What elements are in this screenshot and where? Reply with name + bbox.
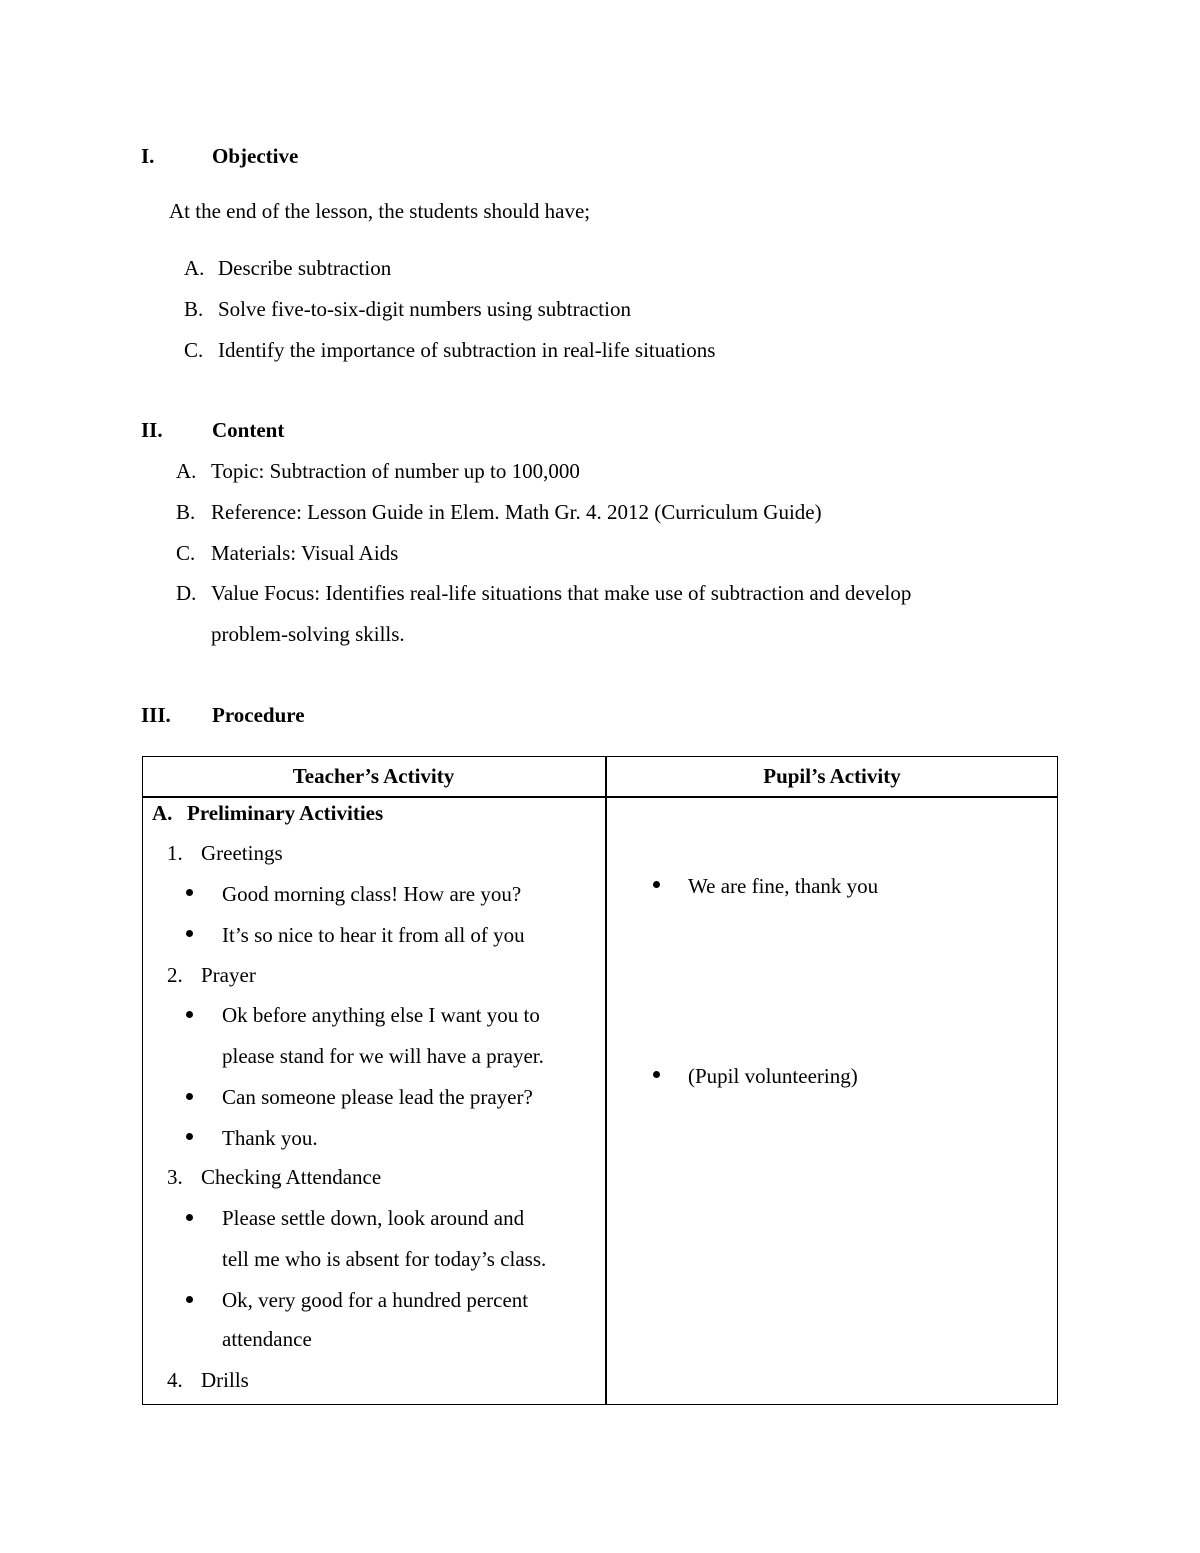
content-item-topic: Topic: Subtraction of number up to 100,000	[211, 459, 580, 483]
content-item-value-focus-continued: problem-solving skills.	[211, 622, 405, 646]
content-item-a-marker: A.	[176, 459, 197, 483]
pupil-response-prayer: (Pupil volunteering)	[688, 1064, 858, 1088]
content-item-reference: Reference: Lesson Guide in Elem. Math Gr. 4. 2012 (Curriculum Guide)	[211, 500, 822, 524]
pupil-activity-header: Pupil’s Activity	[763, 764, 901, 788]
bullet-icon	[653, 881, 660, 888]
greetings-bullet-1: Good morning class! How are you?	[222, 882, 522, 906]
prayer-marker: 2.	[167, 963, 183, 987]
objective-item-b: Solve five-to-six-digit numbers using subtraction	[218, 297, 631, 321]
procedure-title: Procedure	[212, 703, 305, 727]
bullet-icon	[186, 1011, 193, 1018]
bullet-icon	[186, 1093, 193, 1100]
prayer-label: Prayer	[201, 963, 256, 987]
bullet-icon	[186, 930, 193, 937]
objective-item-a: Describe subtraction	[218, 256, 392, 280]
drills-marker: 4.	[167, 1368, 183, 1392]
objective-number: I.	[141, 144, 155, 168]
attendance-bullet-1-continued: tell me who is absent for today’s class.	[222, 1247, 547, 1271]
procedure-number: III.	[141, 703, 171, 727]
greetings-bullet-2: It’s so nice to hear it from all of you	[222, 923, 525, 947]
content-item-c-marker: C.	[176, 541, 196, 565]
content-item-value-focus: Value Focus: Identifies real-life situations that make use of subtraction and develop	[211, 581, 912, 605]
content-item-d-marker: D.	[176, 581, 197, 605]
teacher-activity-header: Teacher’s Activity	[292, 764, 455, 788]
objective-item-c: Identify the importance of subtraction in real-life situations	[218, 338, 716, 362]
greetings-marker: 1.	[167, 841, 183, 865]
objective-item-c-marker: C.	[184, 338, 204, 362]
prayer-bullet-1-continued: please stand for we will have a prayer.	[222, 1044, 544, 1068]
objective-item-b-marker: B.	[184, 297, 204, 321]
content-item-materials: Materials: Visual Aids	[211, 541, 399, 565]
objective-intro: At the end of the lesson, the students should have;	[169, 199, 591, 223]
content-item-b-marker: B.	[176, 500, 196, 524]
objective-title: Objective	[212, 144, 299, 168]
section-title: Preliminary Activities	[187, 801, 384, 825]
table-column-divider	[605, 756, 607, 1405]
bullet-icon	[186, 1133, 193, 1140]
prayer-bullet-2: Can someone please lead the prayer?	[222, 1085, 533, 1109]
content-title: Content	[212, 418, 285, 442]
attendance-bullet-1: Please settle down, look around and	[222, 1206, 525, 1230]
attendance-marker: 3.	[167, 1165, 183, 1189]
pupil-response-greetings: We are fine, thank you	[688, 874, 879, 898]
prayer-bullet-1: Ok before anything else I want you to	[222, 1003, 540, 1027]
bullet-icon	[186, 889, 193, 896]
bullet-icon	[186, 1214, 193, 1221]
bullet-icon	[186, 1296, 193, 1303]
section-marker: A.	[152, 801, 173, 825]
drills-label: Drills	[201, 1368, 249, 1392]
attendance-bullet-2: Ok, very good for a hundred percent	[222, 1288, 529, 1312]
attendance-bullet-2-continued: attendance	[222, 1327, 312, 1351]
objective-item-a-marker: A.	[184, 256, 205, 280]
content-number: II.	[141, 418, 163, 442]
greetings-label: Greetings	[201, 841, 283, 865]
attendance-label: Checking Attendance	[201, 1165, 382, 1189]
bullet-icon	[653, 1071, 660, 1078]
table-header-divider	[142, 796, 1058, 798]
prayer-bullet-3: Thank you.	[222, 1126, 318, 1150]
